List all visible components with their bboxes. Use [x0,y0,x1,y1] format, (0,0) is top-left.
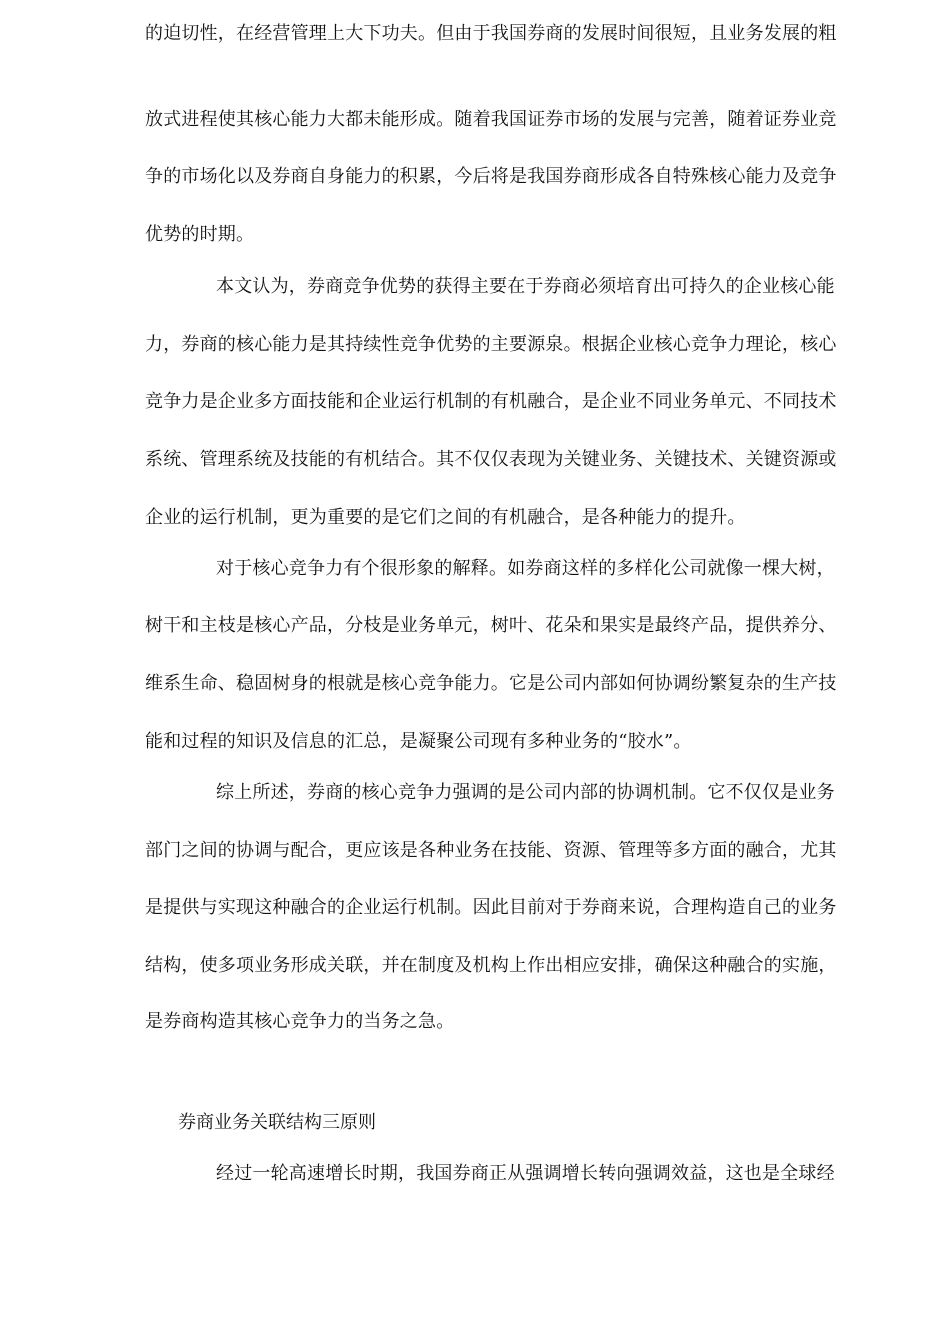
paragraph-1-line-2: 放式进程使其核心能力大都未能形成。随着我国证券市场的发展与完善，随着证券业竞 [145,109,837,130]
paragraph-3-line-2: 树干和主枝是核心产品，分枝是业务单元，树叶、花朵和果实是最终产品，提供养分、 [145,615,837,636]
paragraph-4-line-3: 是提供与实现这种融合的企业运行机制。因此目前对于券商来说，合理构造自己的业务 [145,897,837,918]
paragraph-4-line-2: 部门之间的协调与配合，更应该是各种业务在技能、资源、管理等多方面的融合，尤其 [145,840,837,861]
paragraph-2-line-1: 本文认为，券商竞争优势的获得主要在于券商必须培育出可持久的企业核心能 [216,276,835,297]
paragraph-3-line-4: 能和过程的知识及信息的汇总，是凝聚公司现有多种业务的“胶水”。 [145,731,692,752]
paragraph-4-line-4: 结构，使多项业务形成关联，并在制度及机构上作出相应安排，确保这种融合的实施， [145,955,837,976]
paragraph-2-line-4: 系统、管理系统及技能的有机结合。其不仅仅表现为关键业务、关键技术、关键资源或 [145,449,837,470]
paragraph-3-line-3: 维系生命、稳固树身的根就是核心竞争能力。它是公司内部如何协调纷繁复杂的生产技 [145,673,837,694]
paragraph-2-line-5: 企业的运行机制，更为重要的是它们之间的有机融合，是各种能力的提升。 [145,507,746,528]
paragraph-1-line-1: 的迫切性，在经营管理上大下功夫。但由于我国券商的发展时间很短，且业务发展的粗 [145,23,837,44]
section-heading: 券商业务关联结构三原则 [178,1112,376,1133]
paragraph-3-line-1: 对于核心竞争力有个很形象的解释。如券商这样的多样化公司就像一棵大树， [216,558,835,579]
paragraph-5-line-1: 经过一轮高速增长时期，我国券商正从强调增长转向强调效益，这也是全球经 [216,1163,835,1184]
paragraph-4-line-1: 综上所述，券商的核心竞争力强调的是公司内部的协调机制。它不仅仅是业务 [216,782,835,803]
paragraph-4-line-5: 是券商构造其核心竞争力的当务之急。 [145,1011,455,1032]
paragraph-1-line-3: 争的市场化以及券商自身能力的积累，今后将是我国券商形成各自特殊核心能力及竞争 [145,166,837,187]
paragraph-2-line-3: 竞争力是企业多方面技能和企业运行机制的有机融合，是企业不同业务单元、不同技术 [145,391,837,412]
paragraph-2-line-2: 力，券商的核心能力是其持续性竞争优势的主要源泉。根据企业核心竞争力理论，核心 [145,334,837,355]
paragraph-1-line-4: 优势的时期。 [145,224,255,245]
